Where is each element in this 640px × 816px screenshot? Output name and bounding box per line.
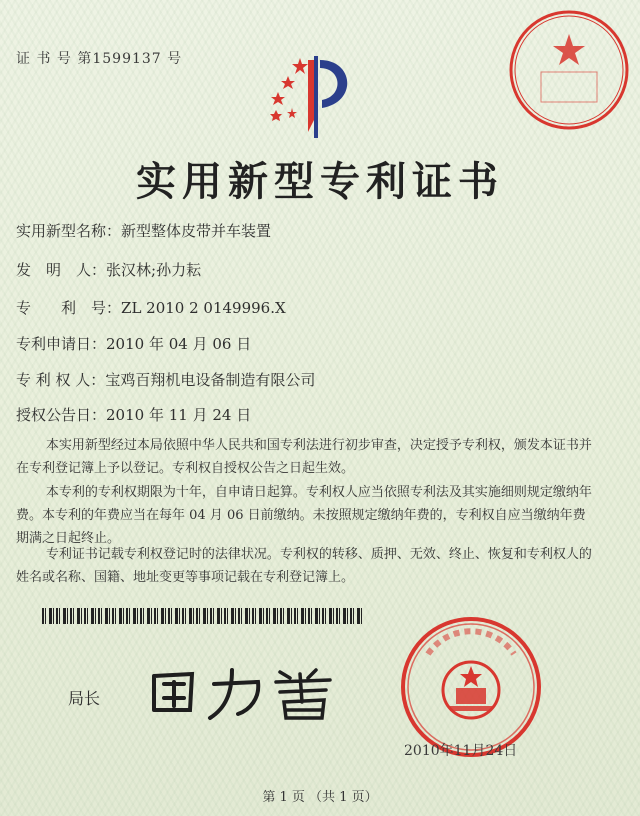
certificate-title: 实用新型专利证书: [136, 158, 504, 205]
field-label: 实用新型名称：: [16, 222, 122, 240]
field-label: 发 明 人：: [16, 261, 107, 279]
field-label: 专 利 权 人：: [16, 371, 106, 389]
paragraph-legal-status: 专利证书记载专利权登记时的法律状况。专利权的转移、质押、无效、终止、恢复和专利权人的姓名或名称、国籍、地址变更等事项记载在专利登记簿上。: [16, 547, 592, 585]
field-label: 授权公告日：: [16, 406, 107, 424]
director-label: 局长: [68, 689, 101, 708]
cnipa-logo: [262, 50, 362, 142]
field-value: 2010 年 11 月 24 日: [106, 406, 252, 424]
logo-star: [271, 92, 285, 105]
grant-date-stamp: 2010年11月24日: [404, 743, 518, 759]
logo-p-bowl: [320, 60, 347, 108]
field-value: 张汉林;孙力耘: [106, 261, 202, 279]
logo-star: [270, 110, 282, 121]
director-signature: [140, 662, 350, 722]
paragraph-grant: 本实用新型经过本局依照中华人民共和国专利法进行初步审查，决定授予专利权，颁发本证书并在专利登记簿上予以登记。专利权自授权公告之日起生效。: [16, 438, 592, 476]
field-value: 新型整体皮带并车装置: [121, 222, 272, 240]
field-label: 专利申请日：: [16, 335, 107, 353]
field-value: ZL 2010 2 0149996.X: [121, 299, 286, 317]
logo-star: [292, 58, 308, 74]
field-filing-date: [16, 333, 251, 354]
certificate-number: 证 书 号 第1599137 号: [16, 51, 183, 67]
field-value: 宝鸡百翔机电设备制造有限公司: [105, 371, 316, 389]
logo-star: [281, 76, 295, 89]
field-grant-date: [16, 404, 251, 425]
page-number: 第 1 页 （共 1 页）: [262, 790, 378, 805]
logo-star: [287, 108, 297, 118]
logo-p-stem: [314, 56, 318, 138]
field-patentee: [16, 369, 315, 390]
field-inventor: [16, 259, 201, 280]
field-patent-number: [16, 297, 286, 318]
logo-red-blade: [308, 60, 314, 132]
field-utility-model-name: [16, 220, 271, 241]
field-label: 专 利 号：: [16, 299, 122, 317]
agent-seal: [505, 6, 633, 134]
field-value: 2010 年 04 月 06 日: [106, 335, 252, 353]
paragraph-term: 本专利的专利权期限为十年，自申请日起算。专利权人应当依照专利法及其实施细则规定缴纳年费。本专利的年费应当在每年 04 月 06 日前缴纳。未按照规定缴纳年费的，专利权自应当缴纳年费期满之日起终止。: [16, 485, 592, 546]
office-seal: [398, 614, 544, 760]
barcode: [42, 608, 364, 624]
